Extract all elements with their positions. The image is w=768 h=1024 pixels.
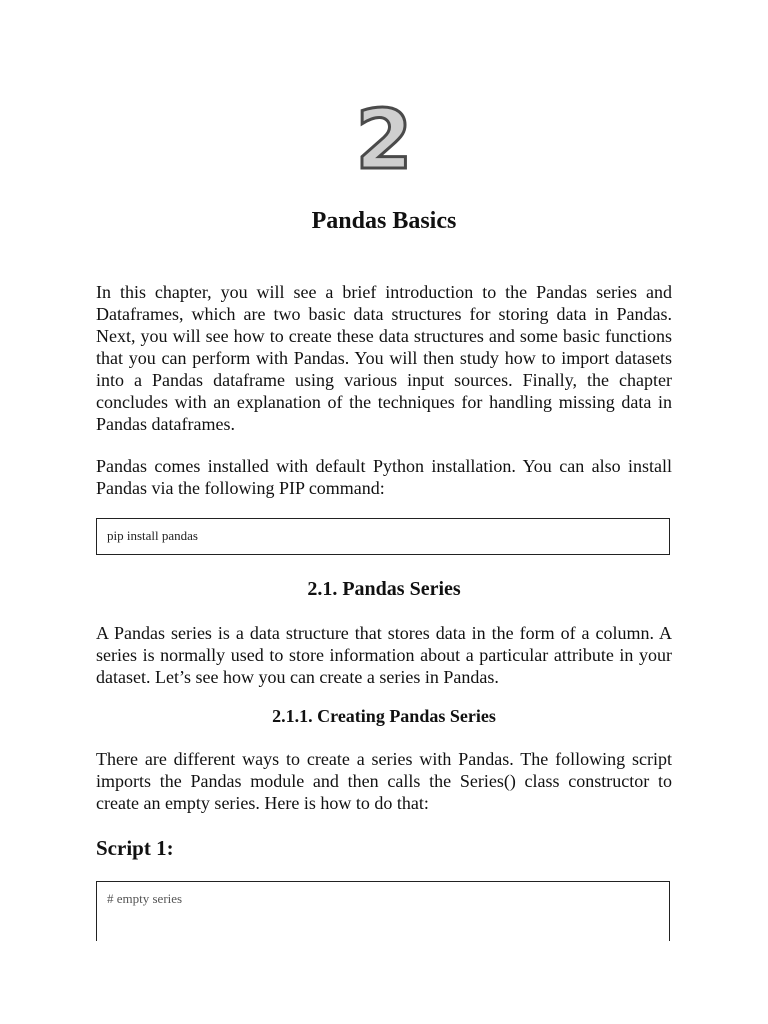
script-code-block [96,881,670,941]
install-code-block [96,518,670,555]
section-paragraph: A Pandas series is a data structure that stores data in the form of a column. A series is normally used to store information about a particular attribute in your dataset. Let’s see how you can create a series in Pandas. [96,623,672,687]
subsection-paragraph: There are different ways to create a series with Pandas. The following script imports the Pandas module and then calls the Series() class constructor to create an empty series. Here is how to do that: [96,749,672,813]
chapter-number-text: 2 [355,100,413,180]
script-label: Script 1: [96,836,174,860]
chapter-number-graphic [96,100,672,180]
chapter-number-icon [344,100,424,180]
script-code-comment: # empty series [107,891,183,906]
intro-paragraph: In this chapter, you will see a brief introduction to the Pandas series and Dataframes, which are two basic data structures for storing data in Pandas. Next, you will see how to create these data structures and some basic functions that you can perform with Pandas. You will then study how to import datasets into a Pandas dataframe using various input sources. Finally, the chapter concludes with an explanation of the techniques for handling missing data in Pandas dataframes. [96,282,672,434]
install-paragraph: Pandas comes installed with default Python installation. You can also install Pandas via the following PIP command: [96,456,672,498]
subsection-title: 2.1.1. Creating Pandas Series [272,706,496,726]
install-code-text: pip install pandas [107,528,198,543]
section-title: 2.1. Pandas Series [307,578,461,600]
chapter-title: Pandas Basics [311,208,457,234]
